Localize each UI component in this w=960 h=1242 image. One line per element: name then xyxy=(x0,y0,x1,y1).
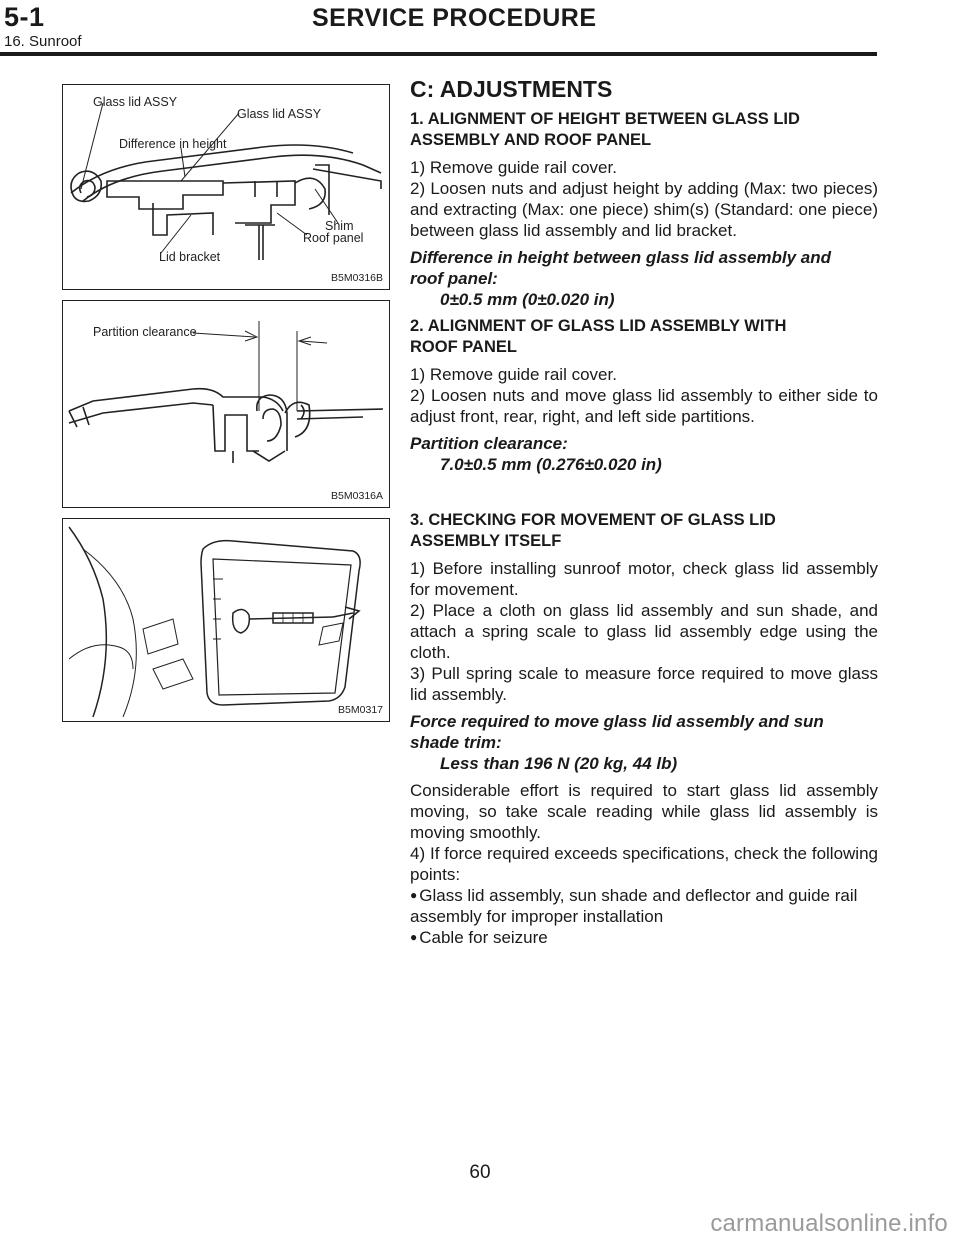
s3-step4: 4) If force required exceeds specifications, check the following points: xyxy=(410,844,878,884)
figure-height-alignment xyxy=(62,84,390,290)
s1-spec-value: 0±0.5 mm (0±0.020 in) xyxy=(440,290,615,309)
s1-step2: 2) Loosen nuts and adjust height by adding (Max: two pieces) and extracting (Max: one piece) shim(s) (Standard: one piece) between glass lid assembly and lid bracket. xyxy=(410,179,878,240)
content-column xyxy=(410,76,878,475)
figure-height-alignment-drawing xyxy=(63,85,389,289)
s2-heading-line2: ROOF PANEL xyxy=(410,338,517,356)
s1-spec-label-line1: Difference in height between glass lid assembly and xyxy=(410,248,832,267)
header-rule xyxy=(0,52,877,56)
s3-step1: 1) Before installing sunroof motor, check glass lid assembly for movement. xyxy=(410,559,878,599)
s3-spec-value: Less than 196 N (20 kg, 44 lb) xyxy=(440,754,678,773)
s2-step2: 2) Loosen nuts and move glass lid assembly to either side to adjust front, rear, right, and left side partitions. xyxy=(410,386,878,426)
page-title: SERVICE PROCEDURE xyxy=(312,4,597,32)
label-lid-bracket: Lid bracket xyxy=(159,250,221,264)
figure-code: B5M0316A xyxy=(331,490,383,502)
s3-bullet1 xyxy=(410,885,878,927)
figure-code: B5M0317 xyxy=(338,704,383,716)
watermark: carmanualsonline.info xyxy=(710,1210,948,1237)
label-shim: Shim xyxy=(325,219,354,233)
s3-spec-label-line1: Force required to move glass lid assembly and sun xyxy=(410,712,824,731)
label-difference-in-height: Difference in height xyxy=(119,137,227,151)
label-partition-clearance: Partition clearance xyxy=(93,325,197,339)
s3-step2: 2) Place a cloth on glass lid assembly and sun shade, and attach a spring scale to glass lid assembly edge using the cloth. xyxy=(410,601,878,662)
figure-partition-clearance xyxy=(62,300,390,508)
s1-spec-label-line2: roof panel: xyxy=(410,269,498,288)
section-title: C: ADJUSTMENTS xyxy=(410,76,613,102)
s2-spec-value: 7.0±0.5 mm (0.276±0.020 in) xyxy=(440,455,662,474)
figure-glass-lid-movement-drawing xyxy=(63,519,389,721)
content-column-2 xyxy=(410,510,878,948)
s3-note: Considerable effort is required to start glass lid assembly moving, so take scale reading while glass lid assembly is moving smoothly. xyxy=(410,781,878,842)
figure-code: B5M0316B xyxy=(331,272,383,284)
s2-step1: 1) Remove guide rail cover. xyxy=(410,365,617,384)
label-roof-panel: Roof panel xyxy=(303,231,364,245)
figure-glass-lid-movement xyxy=(62,518,390,722)
s1-heading-line2: ASSEMBLY AND ROOF PANEL xyxy=(410,131,652,149)
s3-bullet2-text: Cable for seizure xyxy=(419,928,548,947)
s2-spec-label: Partition clearance: xyxy=(410,434,568,453)
s3-bullet2 xyxy=(410,927,878,948)
s3-step3: 3) Pull spring scale to measure force required to move glass lid assembly. xyxy=(410,664,878,704)
label-glass-lid-assy-1: Glass lid ASSY xyxy=(93,95,178,109)
label-glass-lid-assy-2: Glass lid ASSY xyxy=(237,107,322,121)
bullet-icon: ● xyxy=(410,930,418,944)
section-number: 5-1 xyxy=(4,2,45,32)
s3-bullet1-text: Glass lid assembly, sun shade and deflector and guide rail assembly for improper installation xyxy=(410,886,858,926)
s2-heading-line1: 2. ALIGNMENT OF GLASS LID ASSEMBLY WITH xyxy=(410,317,787,335)
bullet-icon: ● xyxy=(410,888,418,902)
page-number: 60 xyxy=(469,1162,491,1183)
s1-step1: 1) Remove guide rail cover. xyxy=(410,158,617,177)
s1-heading-line1: 1. ALIGNMENT OF HEIGHT BETWEEN GLASS LID xyxy=(410,110,800,128)
s3-spec-label-line2: shade trim: xyxy=(410,733,502,752)
s3-heading-line2: ASSEMBLY ITSELF xyxy=(410,532,562,550)
s3-heading-line1: 3. CHECKING FOR MOVEMENT OF GLASS LID xyxy=(410,511,776,529)
page-subtitle: 16. Sunroof xyxy=(4,33,82,50)
